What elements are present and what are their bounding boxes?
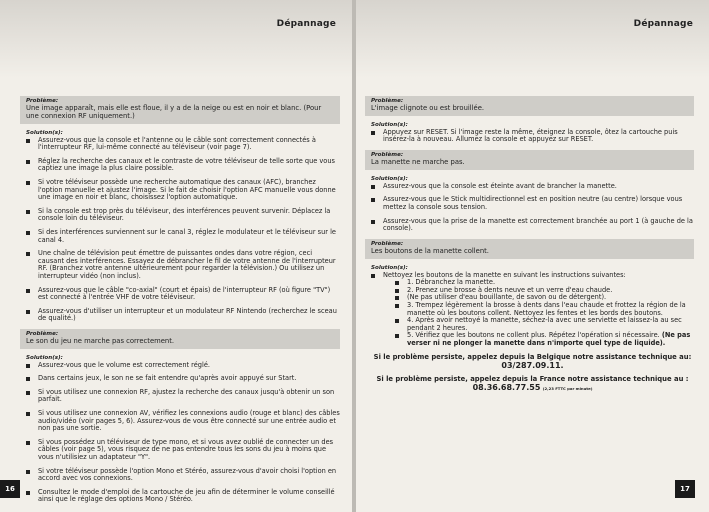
step-item: (Ne pas utiliser d'eau bouillante, de savon ou de détergent). — [395, 294, 694, 302]
problem-text: Une image apparaît, mais elle est floue, il y a de la neige ou est en noir et blanc. (Pour une connexion RF uniquement.) — [26, 104, 322, 120]
solution-label: Solution(s): — [371, 264, 408, 271]
problem-label: Problème: — [371, 98, 404, 104]
france-support-text: Si le problème persiste, appelez depuis la France notre assistance technique au : — [376, 375, 689, 384]
solution-label: Solution(s): — [26, 129, 63, 136]
list-item: Si des interférences surviennent sur le canal 3, réglez le modulateur et le téléviseur sur le canal 4. — [26, 229, 340, 244]
problem-text: L'image clignote ou est brouillée. — [371, 104, 485, 112]
solution-list — [371, 272, 694, 348]
page-number: 17 — [675, 480, 695, 498]
solution-list — [26, 137, 340, 323]
step-item: 2. Prenez une brosse à dents neuve et un verre d'eau chaude. — [395, 287, 694, 295]
solution-label: Solution(s): — [26, 354, 63, 361]
right-page — [356, 0, 709, 512]
list-item: Si votre téléviseur possède l'option Mono et Stéréo, assurez-vous d'avoir choisi l'option en accord avec vos connexions. — [26, 468, 340, 483]
cleaning-intro: Nettoyez les boutons de la manette en suivant les instructions suivantes: — [383, 270, 626, 279]
list-item: Une chaîne de télévision peut émettre de puissantes ondes dans votre région, ceci causant des interférences. Essayez de débrancher le fil de votre antenne de l'interrupteur RF. (Branchez votre antenne ultérieurement pour regarder la télévision.) Ou utilisez un interrupteur vidéo (non inclus). — [26, 250, 340, 280]
solution-list — [371, 129, 694, 144]
problem-label: Problème: — [26, 330, 59, 337]
step-item — [395, 332, 694, 347]
step-text: 5. Vérifiez que les boutons ne collent plus. Répétez l'opération si nécessaire. — [407, 331, 660, 340]
solution-list — [26, 362, 340, 504]
page-title: Dépannage — [276, 19, 336, 29]
list-item: Dans certains jeux, le son ne se fait entendre qu'après avoir appuyé sur Start. — [26, 375, 340, 383]
solution-label: Solution(s): — [371, 175, 408, 182]
step-item: 3. Trempez légèrement la brosse à dents dans l'eau chaude et frottez la région de la manette où les boutons collent. Nettoyez les fentes et les bords des boutons. — [395, 302, 694, 317]
list-item: Assurez-vous que la console est éteinte avant de brancher la manette. — [371, 183, 694, 191]
warning-text: (Ne pas verser ni ne plonger la manette dans n'importe quel type de liquide). — [407, 331, 691, 347]
problem-box — [365, 239, 694, 259]
list-item: Consultez le mode d'emploi de la cartouche de jeu afin de déterminer le volume conseillé ainsi que le réglage des options Mono / Stéréo. — [26, 489, 340, 504]
page-number: 16 — [0, 480, 20, 498]
list-item: Assurez-vous que le câble "co-axial" (court et épais) de l'interrupteur RF (où figure "TV") est connecté à l'entrée VHF de votre téléviseur. — [26, 287, 340, 302]
belgium-phone-number: 03/287.09.11. — [501, 360, 564, 370]
list-item: Si votre téléviseur possède une recherche automatique des canaux (AFC), branchez l'option manuelle et ajustez l'image. Si le fait de choisir l'option AFC manuelle vous donne une image en noir et blanc, choisissez l'option automatique. — [26, 179, 340, 202]
problem-text: Le son du jeu ne marche pas correctement. — [26, 336, 175, 345]
problem-box — [365, 150, 694, 170]
list-item: Appuyez sur RESET. Si l'image reste la même, éteignez la console, ôtez la cartouche puis insérez-la à nouveau. Allumez la console et appuyez sur RESET. — [371, 129, 694, 144]
list-item: Assurez-vous que le volume est correctement réglé. — [26, 362, 340, 370]
list-item — [371, 272, 694, 348]
problem-text: La manette ne marche pas. — [371, 157, 465, 166]
step-item: 1. Débranchez la manette. — [395, 279, 694, 287]
france-call-rate: (2,23 FTTC par minute) — [542, 385, 593, 391]
problem-label: Problème: — [371, 151, 404, 158]
list-item: Si vous utilisez une connexion AV, vérifiez les connexions audio (rouge et blanc) des câbles audio/vidéo (voir pages 5, 6). Assurez-vous de vous être connecté sur une entrée audio et non pas une sortie. — [26, 410, 340, 433]
list-item: Si la console est trop près du téléviseur, des interférences peuvent survenir. Déplacez la console loin du téléviseur. — [26, 208, 340, 223]
left-content — [26, 96, 340, 510]
problem-box — [20, 96, 340, 124]
solution-list — [371, 183, 694, 233]
header-band — [356, 0, 709, 78]
page-title: Dépannage — [633, 19, 693, 29]
problem-label: Problème: — [371, 240, 404, 247]
list-item: Si vous possédez un téléviseur de type mono, et si vous avez oublié de connecter un des câbles (voir page 5), vous risquez de ne pas entendre tous les sons du jeu à moins que vous n'utilisiez un adaptateur "Y". — [26, 439, 340, 462]
support-contact — [371, 353, 694, 393]
cleaning-steps — [383, 279, 694, 347]
list-item: Assurez-vous que la console et l'antenne ou le câble sont correctement connectés à l'interrupteur RF, lui-même connecté au téléviseur (voir page 7). — [26, 137, 340, 152]
solution-label: Solution(s): — [371, 121, 408, 128]
left-page — [0, 0, 352, 512]
header-band — [0, 0, 352, 78]
list-item: Réglez la recherche des canaux et le contraste de votre téléviseur de telle sorte que vous captiez une image la plus claire possible. — [26, 158, 340, 173]
right-content — [371, 96, 694, 393]
list-item: Assurez-vous d'utiliser un interrupteur et un modulateur RF Nintendo (recherchez le sceau de qualité.) — [26, 308, 340, 323]
france-phone-number: 08.36.68.77.55 — [472, 382, 541, 392]
problem-text: Les boutons de la manette collent. — [371, 246, 489, 255]
problem-box — [365, 96, 694, 116]
belgium-support-text: Si le problème persiste, appelez depuis la Belgique notre assistance technique au: — [373, 353, 692, 362]
step-item: 4. Après avoir nettoyé la manette, séchez-la avec une serviette et laissez-la au sec pendant 2 heures. — [395, 317, 694, 332]
list-item: Assurez-vous que le Stick multidirectionnel est en position neutre (au centre) lorsque vous mettez la console sous tension. — [371, 196, 694, 211]
list-item: Assurez-vous que la prise de la manette est correctement branchée au port 1 (à gauche de la console). — [371, 218, 694, 233]
list-item: Si vous utilisez une connexion RF, ajustez la recherche des canaux jusqu'à obtenir un son parfait. — [26, 389, 340, 404]
problem-box — [20, 329, 340, 349]
problem-label: Problème: — [26, 98, 59, 104]
